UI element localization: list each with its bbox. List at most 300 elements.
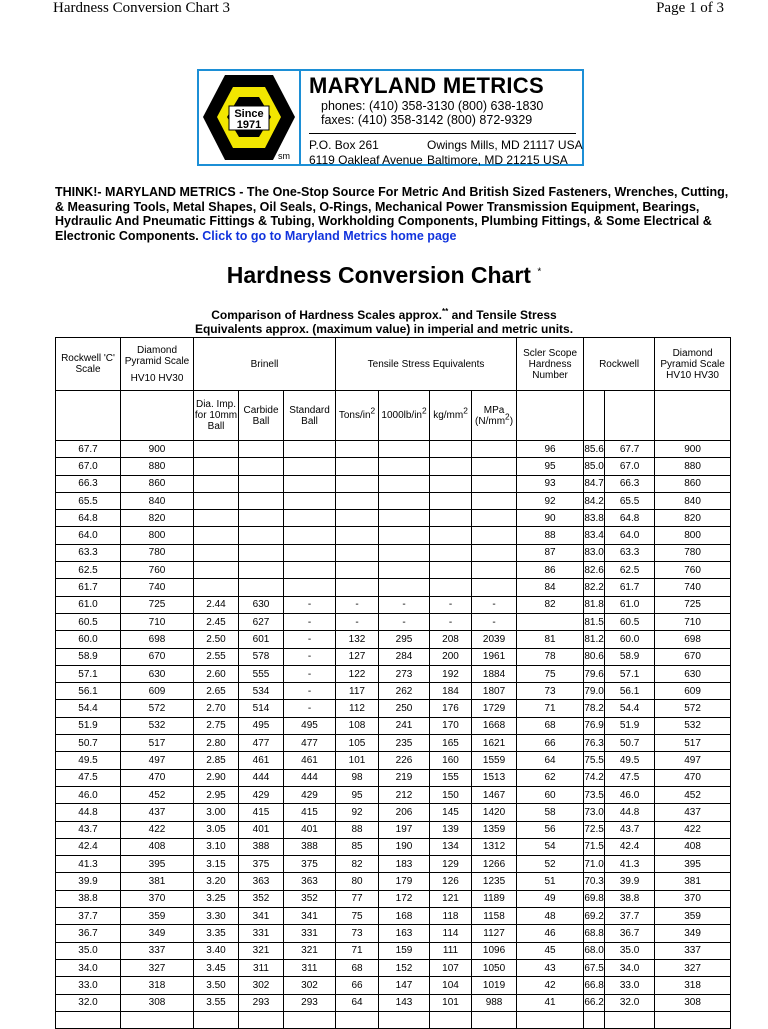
table-cell: 84 <box>517 579 584 596</box>
table-cell <box>239 441 284 458</box>
table-cell: 60 <box>517 786 584 803</box>
table-cell: 112 <box>336 700 379 717</box>
table-cell: 90 <box>517 510 584 527</box>
table-cell: - <box>472 613 517 630</box>
table-cell: 32.0 <box>605 994 655 1011</box>
table-cell: 1513 <box>472 769 517 786</box>
table-cell: 477 <box>239 735 284 752</box>
table-cell: 81 <box>517 631 584 648</box>
table-cell <box>379 510 430 527</box>
table-cell: 46 <box>517 925 584 942</box>
table-cell: 363 <box>239 873 284 890</box>
table-cell: 54.4 <box>605 700 655 717</box>
table-cell <box>239 544 284 561</box>
table-row <box>56 596 731 613</box>
table-row <box>56 786 731 803</box>
table-cell: 3.55 <box>194 994 239 1011</box>
table-cell <box>239 1011 284 1028</box>
table-cell <box>430 579 472 596</box>
table-cell: 60.5 <box>56 613 121 630</box>
table-cell: 331 <box>239 925 284 942</box>
table-cell: 284 <box>379 648 430 665</box>
table-cell: 534 <box>239 683 284 700</box>
table-cell <box>239 492 284 509</box>
table-cell: 627 <box>239 613 284 630</box>
table-cell: 32.0 <box>56 994 121 1011</box>
table-cell: 388 <box>284 838 336 855</box>
table-cell: 85.0 <box>584 458 605 475</box>
table-cell <box>472 458 517 475</box>
table-cell: 82 <box>517 596 584 613</box>
table-cell: 60.5 <box>605 613 655 630</box>
table-cell: 422 <box>121 821 194 838</box>
table-cell: 630 <box>655 665 731 682</box>
table-cell: 134 <box>430 838 472 855</box>
table-cell: 71 <box>517 700 584 717</box>
table-cell: 107 <box>430 959 472 976</box>
table-cell: 532 <box>655 717 731 734</box>
table-cell <box>194 492 239 509</box>
table-cell: 44.8 <box>56 804 121 821</box>
header-rockwell-c: Rockwell 'C' Scale <box>56 338 121 391</box>
table-cell: 401 <box>284 821 336 838</box>
table-cell: 47.5 <box>605 769 655 786</box>
table-cell <box>472 492 517 509</box>
table-cell: 359 <box>121 908 194 925</box>
table-cell: 105 <box>336 735 379 752</box>
table-cell: 77 <box>336 890 379 907</box>
table-cell: 49.5 <box>56 752 121 769</box>
table-cell: 75.5 <box>584 752 605 769</box>
table-cell: - <box>430 613 472 630</box>
table-cell: 820 <box>121 510 194 527</box>
header-rockwell: Rockwell <box>584 338 655 391</box>
table-cell: 36.7 <box>605 925 655 942</box>
table-cell: 452 <box>655 786 731 803</box>
table-cell: 381 <box>655 873 731 890</box>
table-row <box>56 856 731 873</box>
table-cell: 725 <box>655 596 731 613</box>
table-row <box>56 752 731 769</box>
table-cell <box>472 562 517 579</box>
table-cell: 155 <box>430 769 472 786</box>
table-cell <box>284 458 336 475</box>
street-city: Baltimore, MD 21215 USA <box>427 153 568 167</box>
table-cell: 395 <box>655 856 731 873</box>
page-title-footnote-mark: * <box>537 266 542 278</box>
table-cell: 1158 <box>472 908 517 925</box>
table-cell: 74.2 <box>584 769 605 786</box>
table-cell <box>194 579 239 596</box>
table-cell: 73 <box>336 925 379 942</box>
table-cell: 698 <box>655 631 731 648</box>
table-cell <box>239 510 284 527</box>
table-cell: 71 <box>336 942 379 959</box>
table-row <box>56 977 731 994</box>
table-cell: 698 <box>121 631 194 648</box>
table-cell: 43.7 <box>605 821 655 838</box>
table-cell: - <box>284 665 336 682</box>
table-cell: 740 <box>121 579 194 596</box>
table-cell: 352 <box>284 890 336 907</box>
page-header-title: Hardness Conversion Chart 3 <box>53 0 231 16</box>
table-cell <box>336 510 379 527</box>
table-cell: 152 <box>379 959 430 976</box>
table-cell: 840 <box>655 492 731 509</box>
table-cell: 370 <box>655 890 731 907</box>
table-cell <box>239 527 284 544</box>
table-cell <box>379 458 430 475</box>
table-cell: 900 <box>655 441 731 458</box>
table-cell <box>239 475 284 492</box>
header-blank-5 <box>605 391 655 441</box>
table-cell: 92 <box>517 492 584 509</box>
table-cell: 349 <box>121 925 194 942</box>
table-cell: 302 <box>284 977 336 994</box>
table-cell: 293 <box>239 994 284 1011</box>
table-cell: 58 <box>517 804 584 821</box>
table-cell: 461 <box>284 752 336 769</box>
table-cell: 51.9 <box>56 717 121 734</box>
table-cell: 900 <box>121 441 194 458</box>
table-cell: 41.3 <box>56 856 121 873</box>
table-cell: 179 <box>379 873 430 890</box>
table-cell: 101 <box>336 752 379 769</box>
table-cell: 609 <box>121 683 194 700</box>
table-cell: 43 <box>517 959 584 976</box>
logo-divider <box>309 133 576 134</box>
table-cell <box>284 544 336 561</box>
table-cell <box>284 492 336 509</box>
table-cell: 308 <box>121 994 194 1011</box>
table-cell: 388 <box>239 838 284 855</box>
table-cell: 92 <box>336 804 379 821</box>
table-cell: 76.9 <box>584 717 605 734</box>
table-cell: 165 <box>430 735 472 752</box>
header-kg-mm2: $kg/mm^2$ <box>430 391 472 441</box>
table-cell: 609 <box>655 683 731 700</box>
table-cell: 57.1 <box>605 665 655 682</box>
table-cell <box>605 1011 655 1028</box>
table-cell: 68 <box>336 959 379 976</box>
table-cell: 66.3 <box>605 475 655 492</box>
table-cell: 43.7 <box>56 821 121 838</box>
table-cell: 630 <box>121 665 194 682</box>
table-cell: 760 <box>121 562 194 579</box>
table-cell: 78.2 <box>584 700 605 717</box>
table-cell: 98 <box>336 769 379 786</box>
table-cell: 83.0 <box>584 544 605 561</box>
table-cell: 143 <box>379 994 430 1011</box>
table-cell: 3.15 <box>194 856 239 873</box>
table-cell: 572 <box>655 700 731 717</box>
table-cell: 1359 <box>472 821 517 838</box>
table-cell: 532 <box>121 717 194 734</box>
table-cell <box>430 527 472 544</box>
table-cell: 33.0 <box>56 977 121 994</box>
table-cell: 37.7 <box>605 908 655 925</box>
table-cell: 87 <box>517 544 584 561</box>
table-cell: 1729 <box>472 700 517 717</box>
table-cell: 101 <box>430 994 472 1011</box>
table-cell: 52 <box>517 856 584 873</box>
table-row <box>56 510 731 527</box>
table-cell: 514 <box>239 700 284 717</box>
table-cell: 56 <box>517 821 584 838</box>
table-cell: 61.0 <box>605 596 655 613</box>
table-body <box>56 441 731 1029</box>
table-cell: 477 <box>284 735 336 752</box>
table-cell: 1127 <box>472 925 517 942</box>
table-cell: 517 <box>655 735 731 752</box>
table-cell: - <box>284 648 336 665</box>
table-cell: 62 <box>517 769 584 786</box>
table-cell: 359 <box>655 908 731 925</box>
table-cell: - <box>284 631 336 648</box>
table-cell: 71.5 <box>584 838 605 855</box>
table-cell: 73.5 <box>584 786 605 803</box>
table-cell: 86 <box>517 562 584 579</box>
table-cell: 184 <box>430 683 472 700</box>
logo-mark <box>199 71 301 164</box>
table-cell <box>284 475 336 492</box>
table-cell: 352 <box>239 890 284 907</box>
table-cell: 36.7 <box>56 925 121 942</box>
table-cell: 880 <box>121 458 194 475</box>
table-cell: 321 <box>284 942 336 959</box>
page-number: Page 1 of 3 <box>656 0 724 16</box>
table-cell: 497 <box>655 752 731 769</box>
table-cell: 82 <box>336 856 379 873</box>
table-row <box>56 527 731 544</box>
table-cell: 219 <box>379 769 430 786</box>
table-cell: 170 <box>430 717 472 734</box>
table-cell: 75 <box>336 908 379 925</box>
table-cell: 1312 <box>472 838 517 855</box>
table-cell: 3.35 <box>194 925 239 942</box>
subtitle-footnote-mark: ** <box>442 307 449 316</box>
table-cell: - <box>284 613 336 630</box>
subtitle-line2: Equivalents approx. (maximum value) in imperial and metric units. <box>194 322 574 336</box>
po-box: P.O. Box 261 <box>309 138 379 152</box>
table-cell: 495 <box>239 717 284 734</box>
table-cell: 415 <box>284 804 336 821</box>
table-row <box>56 579 731 596</box>
table-cell <box>430 441 472 458</box>
table-cell: - <box>379 596 430 613</box>
table-cell: 429 <box>284 786 336 803</box>
table-cell <box>336 492 379 509</box>
table-cell: 79.0 <box>584 683 605 700</box>
page-title-text: Hardness Conversion Chart <box>226 262 531 288</box>
table-cell <box>194 562 239 579</box>
table-cell: 3.25 <box>194 890 239 907</box>
table-cell: 67.7 <box>56 441 121 458</box>
table-cell: 212 <box>379 786 430 803</box>
table-cell: 42.4 <box>56 838 121 855</box>
table-cell: 1420 <box>472 804 517 821</box>
table-cell <box>430 1011 472 1028</box>
table-cell: 206 <box>379 804 430 821</box>
table-cell: 65.5 <box>605 492 655 509</box>
table-cell: 422 <box>655 821 731 838</box>
table-cell: 395 <box>121 856 194 873</box>
table-cell: 363 <box>284 873 336 890</box>
table-cell: 49 <box>517 890 584 907</box>
table-cell: 122 <box>336 665 379 682</box>
table-cell: 95 <box>517 458 584 475</box>
table-cell: 163 <box>379 925 430 942</box>
table-cell <box>472 579 517 596</box>
table-cell <box>336 441 379 458</box>
table-cell <box>430 510 472 527</box>
table-row <box>56 735 731 752</box>
table-cell <box>284 441 336 458</box>
table-cell <box>379 579 430 596</box>
table-cell: 80.6 <box>584 648 605 665</box>
table-cell: 375 <box>284 856 336 873</box>
table-cell: 50.7 <box>56 735 121 752</box>
table-row <box>56 613 731 630</box>
home-page-link[interactable]: Click to go to Maryland Metrics home page <box>202 228 457 243</box>
company-phones: phones: (410) 358-3130 (800) 638-1830 <box>321 99 544 113</box>
table-cell: 572 <box>121 700 194 717</box>
table-cell: 293 <box>284 994 336 1011</box>
table-cell: 139 <box>430 821 472 838</box>
table-cell: 49.5 <box>605 752 655 769</box>
table-cell: 2.44 <box>194 596 239 613</box>
table-cell: 437 <box>655 804 731 821</box>
table-row <box>56 648 731 665</box>
table-cell: 126 <box>430 873 472 890</box>
table-cell: 64.0 <box>605 527 655 544</box>
table-cell: 262 <box>379 683 430 700</box>
table-cell <box>194 544 239 561</box>
header-blank-2 <box>121 391 194 441</box>
table-cell: 118 <box>430 908 472 925</box>
header-blank-3 <box>517 391 584 441</box>
table-cell <box>472 441 517 458</box>
table-cell: 452 <box>121 786 194 803</box>
table-cell: 54 <box>517 838 584 855</box>
table-cell: 67.7 <box>605 441 655 458</box>
table-cell: 2.45 <box>194 613 239 630</box>
table-cell: 58.9 <box>56 648 121 665</box>
company-street-address <box>309 153 576 168</box>
header-diamond-hv: HV10 HV30 <box>130 372 184 384</box>
table-cell: 79.6 <box>584 665 605 682</box>
table-cell: 66 <box>336 977 379 994</box>
table-cell <box>472 527 517 544</box>
table-cell: 226 <box>379 752 430 769</box>
table-row <box>56 683 731 700</box>
table-cell: 47.5 <box>56 769 121 786</box>
table-cell: 88 <box>336 821 379 838</box>
table-cell: 172 <box>379 890 430 907</box>
table-cell: 3.10 <box>194 838 239 855</box>
table-cell: 1096 <box>472 942 517 959</box>
table-cell <box>584 1011 605 1028</box>
table-row <box>56 873 731 890</box>
table-cell: 46.0 <box>56 786 121 803</box>
table-cell: 56.1 <box>56 683 121 700</box>
header-brinell: Brinell <box>194 338 336 391</box>
table-cell: 327 <box>655 959 731 976</box>
table-cell: 95 <box>336 786 379 803</box>
table-cell: 321 <box>239 942 284 959</box>
table-cell: 630 <box>239 596 284 613</box>
table-cell <box>472 1011 517 1028</box>
table-cell: 470 <box>655 769 731 786</box>
table-cell: 401 <box>239 821 284 838</box>
table-cell: 44.8 <box>605 804 655 821</box>
header-tensile: Tensile Stress Equivalents <box>336 338 517 391</box>
table-row <box>56 769 731 786</box>
table-cell: 302 <box>239 977 284 994</box>
table-cell <box>239 579 284 596</box>
table-cell: 66 <box>517 735 584 752</box>
po-city: Owings Mills, MD 21117 USA <box>427 138 583 152</box>
table-cell: 1668 <box>472 717 517 734</box>
table-cell: 429 <box>239 786 284 803</box>
table-cell: 117 <box>336 683 379 700</box>
table-cell: 760 <box>655 562 731 579</box>
table-cell: 415 <box>239 804 284 821</box>
table-cell: 295 <box>379 631 430 648</box>
table-cell: 800 <box>655 527 731 544</box>
table-cell: 341 <box>239 908 284 925</box>
table-cell <box>284 579 336 596</box>
table-cell: 2.90 <box>194 769 239 786</box>
table-cell: 461 <box>239 752 284 769</box>
table-cell: 42 <box>517 977 584 994</box>
table-cell: 51.9 <box>605 717 655 734</box>
table-cell: 84.2 <box>584 492 605 509</box>
table-cell: 1467 <box>472 786 517 803</box>
header-carbide-ball: Carbide Ball <box>239 391 284 441</box>
table-cell: 497 <box>121 752 194 769</box>
table-cell <box>379 562 430 579</box>
table-cell: - <box>430 596 472 613</box>
table-cell: 349 <box>655 925 731 942</box>
company-faxes: faxes: (410) 358-3142 (800) 872-9329 <box>321 113 533 127</box>
table-cell <box>194 441 239 458</box>
table-cell: 64.0 <box>56 527 121 544</box>
intro-text: THINK!- MARYLAND METRICS - The One-Stop Source For Metric And British Sized Fasteners, Wrenches, Cutting, & Measuring Tools, Metal Shapes, Oil Seals, O-Rings, Mechanical Power Transmission Equipment, Bearings, Hydraulic And Pneumatic Fittings & Tubing, Workholding Components, Plumbing Fittings, & Some Electrical & Electronic Components. <box>55 185 729 243</box>
table-cell <box>56 1011 121 1028</box>
table-cell: 82.6 <box>584 562 605 579</box>
header-diamond-pyramid <box>121 338 194 391</box>
table-cell: 54.4 <box>56 700 121 717</box>
table-cell <box>284 562 336 579</box>
table-cell: 327 <box>121 959 194 976</box>
table-cell: 800 <box>121 527 194 544</box>
table-cell: 58.9 <box>605 648 655 665</box>
table-cell: 2.65 <box>194 683 239 700</box>
table-cell: 111 <box>430 942 472 959</box>
table-cell: 73.0 <box>584 804 605 821</box>
table-cell: 85.6 <box>584 441 605 458</box>
table-cell: 121 <box>430 890 472 907</box>
table-cell: 129 <box>430 856 472 873</box>
table-cell: 1807 <box>472 683 517 700</box>
table-cell: 104 <box>430 977 472 994</box>
subtitle-line1-b: and Tensile Stress <box>448 308 557 322</box>
table-cell: 601 <box>239 631 284 648</box>
table-cell <box>336 527 379 544</box>
table-row <box>56 994 731 1011</box>
company-logo-banner[interactable] <box>197 69 584 166</box>
